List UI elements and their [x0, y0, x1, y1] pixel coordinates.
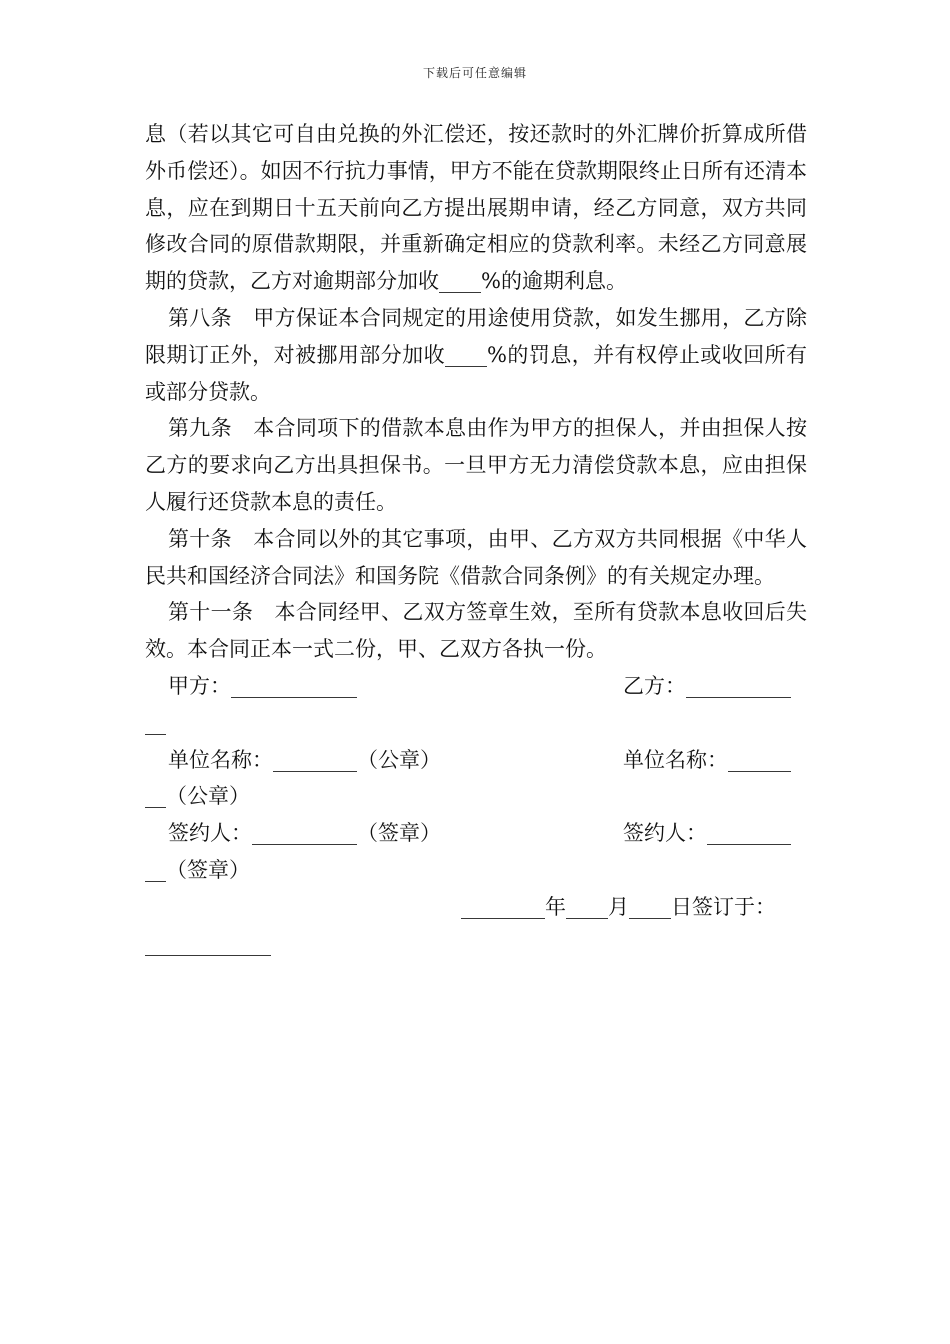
signer-b-line: 签约人：________	[623, 821, 791, 846]
signer-b-wrap: __（签章）	[145, 857, 250, 882]
signer-row	[145, 815, 807, 852]
signer-a-line: 签约人：__________（签章）	[168, 821, 441, 846]
paragraph-continuation: 息（若以其它可自由兑换的外汇偿还，按还款时的外汇牌价折算成所借外币偿还）。如因不行抗力事情，甲方不能在贷款期限终止日所有还清本息，应在到期日十五天前向乙方提出展期申请，经乙方同意，双方共同修改合同的原借款期限，并重新确定相应的贷款利率。未经乙方同意展期的贷款，乙方对逾期部分加收____%的逾期利息。	[145, 122, 807, 294]
unit-row	[145, 742, 807, 779]
article-8: 第八条 甲方保证本合同规定的用途使用贷款，如发生挪用，乙方除限期订正外，对被挪用部分加收____%的罚息，并有权停止或收回所有或部分贷款。	[145, 305, 807, 404]
party-b-wrap: __	[145, 710, 166, 735]
unit-a-line: 单位名称：________（公章）	[168, 747, 441, 772]
contract-body	[145, 116, 807, 962]
article-10: 第十条 本合同以外的其它事项，由甲、乙方双方共同根据《中华人民共和国经济合同法》和国务院《借款合同条例》的有关规定办理。	[145, 526, 807, 588]
party-b-line: 乙方：__________	[623, 673, 791, 698]
signature-block	[145, 668, 807, 962]
article-9: 第九条 本合同项下的借款本息由作为甲方的担保人，并由担保人按乙方的要求向乙方出具担保书。一旦甲方无力清偿贷款本息，应由担保人履行还贷款本息的责任。	[145, 416, 807, 514]
article-11: 第十一条 本合同经甲、乙双方签章生效，至所有贷款本息收回后失效。本合同正本一式二份，甲、乙双方各执一份。	[145, 600, 807, 662]
unit-b-line: 单位名称：______	[623, 747, 791, 772]
party-row	[145, 668, 807, 705]
sign-place-wrap: ____________	[145, 931, 271, 956]
page-header: 下载后可任意编辑	[422, 66, 527, 80]
unit-b-wrap: __（公章）	[145, 784, 250, 809]
party-a-line: 甲方：____________	[168, 673, 357, 698]
sign-date-line: ________年____月____日签订于：	[461, 894, 776, 919]
